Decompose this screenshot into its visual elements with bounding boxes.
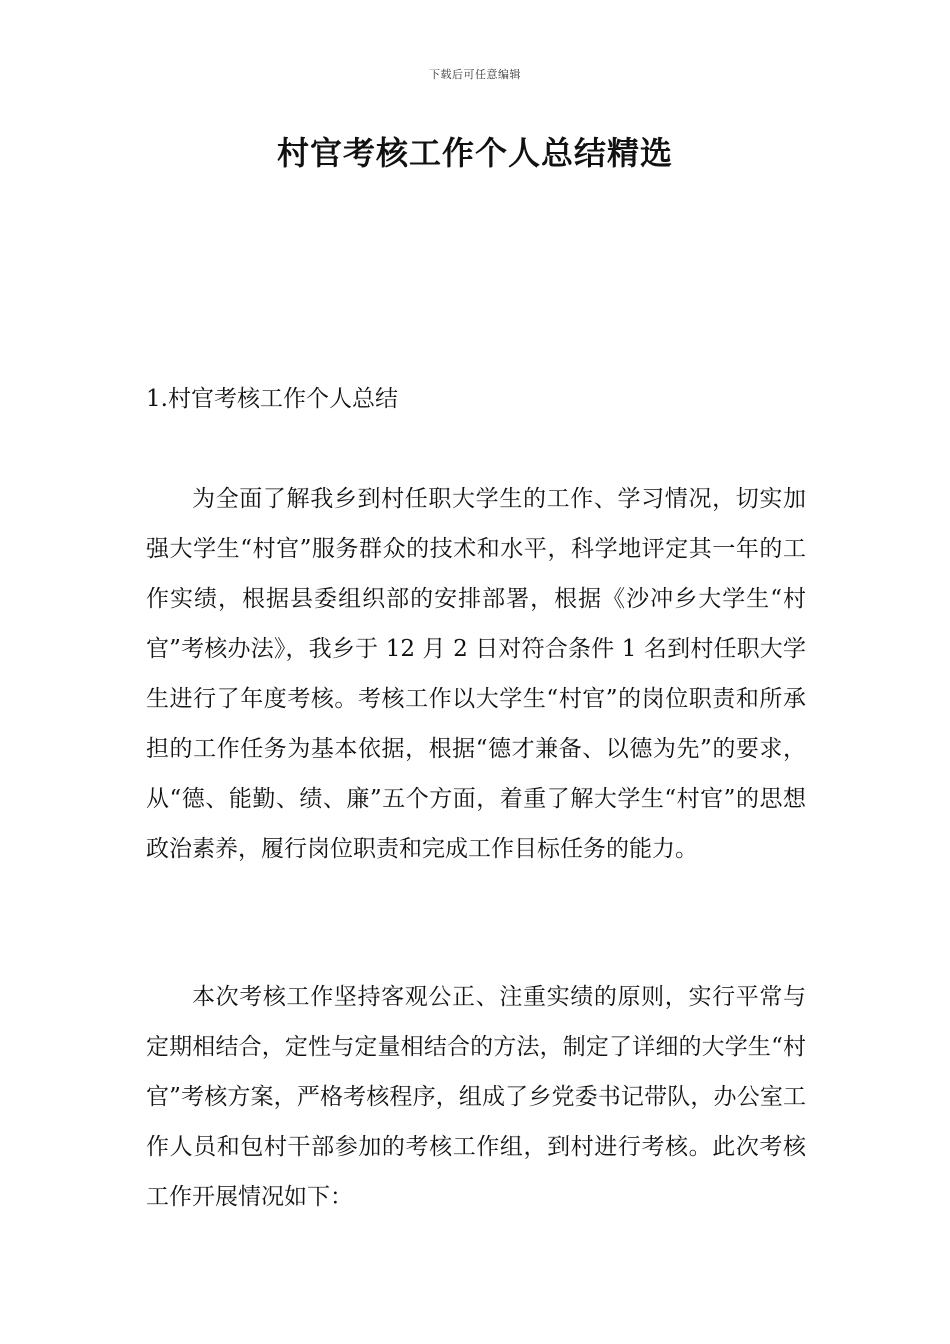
- header-note: 下载后可任意编辑: [429, 68, 521, 81]
- body-paragraph-2: 本次考核工作坚持客观公正、注重实绩的原则，实行平常与定期相结合，定性与定量相结合的方法，制定了详细的大学生“村官”考核方案，严格考核程序，组成了乡党委书记带队，办公室工作人员和包村干部参加的考核工作组，到村进行考核。此次考核工作开展情况如下：: [146, 984, 806, 1210]
- document-title: 村官考核工作个人总结精选: [276, 134, 673, 172]
- body-paragraph-1: 为全面了解我乡到村任职大学生的工作、学习情况，切实加强大学生“村官”服务群众的技术和水平，科学地评定其一年的工作实绩，根据县委组织部的安排部署，根据《沙冲乡大学生“村官”考核办法》，我乡于 12 月 2 日对符合条件 1 名到村任职大学生进行了年度考核。考核工作以大学生“村官”的岗位职责和所承担的工作任务为基本依据，根据“德才兼备、以德为先”的要求，从“德、能勤、绩、廉”五个方面，着重了解大学生“村官”的思想政治素养，履行岗位职责和完成工作目标任务的能力。: [146, 486, 806, 862]
- section-heading: 1.村官考核工作个人总结: [146, 386, 398, 412]
